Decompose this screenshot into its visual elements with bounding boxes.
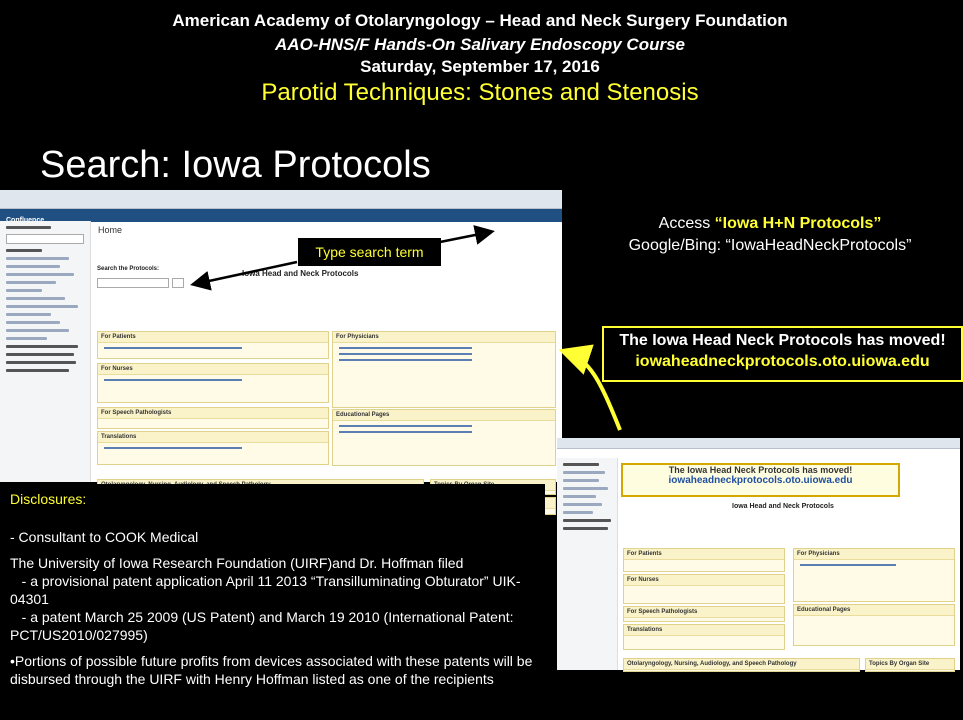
box-title: Translations [624, 625, 784, 636]
search-label: Search the Protocols: [97, 266, 160, 272]
moved-title: The Iowa Head Neck Protocols has moved! [619, 332, 946, 349]
site-title: Iowa Head and Neck Protocols [242, 269, 359, 278]
disclosure-profits: •Portions of possible future profits from devices associated with these patents will be disbursed through the UIRF with Henry Hoffman listed as one of the recipients [10, 653, 533, 687]
access-prefix: Access [658, 215, 715, 232]
page-title: Home [98, 225, 123, 235]
slide-title: Search: Iowa Protocols [40, 144, 431, 186]
arrow-to-browser-search [440, 232, 490, 242]
box-title: For Patients [98, 332, 328, 343]
disclosure-patent: - a patent March 25 2009 (US Patent) and March 19 2010 (International Patent: PCT/US2010/027995) [10, 609, 518, 643]
box-title: For Speech Pathologists [624, 607, 784, 618]
header-subtitle: Parotid Techniques: Stones and Stenosis [261, 79, 699, 106]
box-title: Educational Pages [333, 410, 555, 421]
callout-type-search-term: Type search term [297, 237, 442, 267]
box-title: For Patients [624, 549, 784, 560]
box-title: Educational Pages [794, 605, 954, 616]
header-line-3: Saturday, September 17, 2016 [360, 57, 600, 76]
arrow-moved-to-new [566, 352, 620, 430]
disclosures-heading: Disclosures: [10, 491, 87, 507]
box-title: Topics By Organ Site [866, 659, 954, 670]
box-title: For Physicians [794, 549, 954, 560]
box-title: Otolaryngology, Nursing, Audiology, and Speech Pathology [624, 659, 859, 670]
box-title: For Nurses [98, 364, 328, 375]
disclosure-provisional-patent: - a provisional patent application April 11 2013 “Transilluminating Obturator” UIK-04301 [10, 573, 521, 607]
arrow-to-search-box [195, 262, 297, 284]
disclosure-uirf: The University of Iowa Research Foundation (UIRF)and Dr. Hoffman filed [10, 555, 464, 571]
moved-url[interactable]: iowaheadneckprotocols.oto.uiowa.edu [635, 353, 930, 370]
box-title: Translations [98, 432, 328, 443]
box-title: For Speech Pathologists [98, 408, 328, 419]
access-highlight: “Iowa H+N Protocols” [714, 215, 882, 232]
moved-notice-title: The Iowa Head Neck Protocols has moved! [668, 465, 853, 475]
site-title: Iowa Head and Neck Protocols [732, 503, 834, 510]
moved-notice-url[interactable]: iowaheadneckprotocols.oto.uiowa.edu [668, 475, 853, 486]
header-line-1: American Academy of Otolaryngology – Head and Neck Surgery Foundation [172, 11, 788, 30]
access-search-hint: Google/Bing: “IowaHeadNeckProtocols” [628, 237, 912, 254]
disclosure-consultant: - Consultant to COOK Medical [10, 529, 199, 545]
header-line-2: AAO-HNS/F Hands-On Salivary Endoscopy Course [275, 35, 685, 54]
box-title: For Nurses [624, 575, 784, 586]
box-title: For Physicians [333, 332, 555, 343]
